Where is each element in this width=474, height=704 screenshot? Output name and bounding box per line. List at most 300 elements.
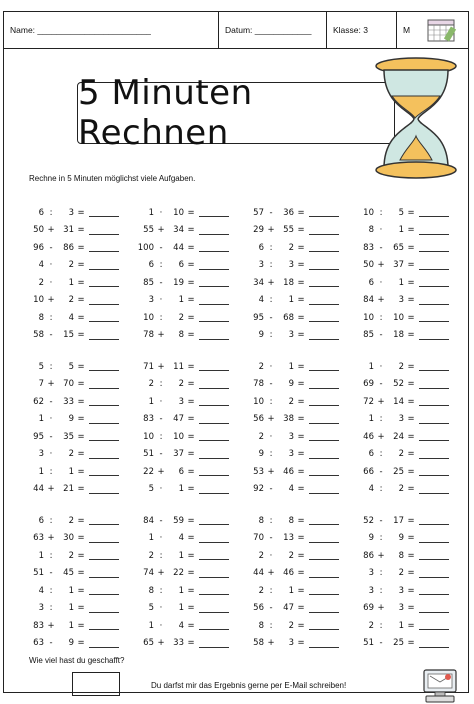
operand-right: 3: [178, 396, 184, 407]
answer-blank[interactable]: [199, 450, 229, 459]
answer-blank[interactable]: [309, 621, 339, 630]
task-item: [348, 393, 458, 411]
equals-sign: =: [187, 312, 195, 323]
operand-left: 10: [143, 431, 154, 442]
operand-right: 3: [288, 449, 294, 460]
answer-blank[interactable]: [419, 296, 449, 305]
operand-left: 6: [258, 242, 264, 253]
operand-left: 22: [143, 466, 154, 477]
answer-blank[interactable]: [89, 261, 119, 270]
operand-left: 58: [253, 638, 264, 649]
operator: +: [377, 260, 385, 271]
operator: ·: [159, 533, 163, 544]
operand-right: 2: [68, 515, 74, 526]
answer-blank[interactable]: [89, 485, 119, 494]
answer-blank[interactable]: [199, 639, 229, 648]
equals-sign: =: [297, 620, 305, 631]
answer-blank[interactable]: [309, 467, 339, 476]
operator: -: [49, 396, 53, 407]
operand-right: 1: [68, 466, 74, 477]
answer-blank[interactable]: [309, 296, 339, 305]
operator: +: [267, 568, 275, 579]
operand-left: 44: [253, 568, 264, 579]
operand-left: 29: [253, 225, 264, 236]
equals-sign: =: [187, 396, 195, 407]
operand-right: 9: [288, 379, 294, 390]
task-item: [18, 292, 128, 310]
equals-sign: =: [297, 431, 305, 442]
answer-blank[interactable]: [309, 415, 339, 424]
answer-blank[interactable]: [419, 621, 449, 630]
equals-sign: =: [187, 550, 195, 561]
operator: :: [49, 585, 53, 596]
equals-sign: =: [187, 330, 195, 341]
answer-blank[interactable]: [89, 639, 119, 648]
answer-blank[interactable]: [419, 226, 449, 235]
task-item: [18, 463, 128, 481]
operator: +: [47, 295, 55, 306]
answer-blank[interactable]: [199, 485, 229, 494]
answer-blank[interactable]: [309, 380, 339, 389]
operand-right: 25: [393, 466, 404, 477]
operator: +: [377, 550, 385, 561]
answer-blank[interactable]: [89, 397, 119, 406]
operand-left: 85: [143, 277, 154, 288]
answer-blank[interactable]: [419, 261, 449, 270]
result-question: Wie viel hast du geschafft?: [29, 656, 125, 665]
equals-sign: =: [407, 277, 415, 288]
answer-blank[interactable]: [89, 516, 119, 525]
answer-blank[interactable]: [419, 467, 449, 476]
operand-right: 2: [68, 260, 74, 271]
answer-blank[interactable]: [309, 208, 339, 217]
operator: :: [269, 330, 273, 341]
operand-right: 1: [398, 277, 404, 288]
equals-sign: =: [297, 379, 305, 390]
equals-sign: =: [77, 568, 85, 579]
answer-blank[interactable]: [89, 604, 119, 613]
operator: ·: [159, 207, 163, 218]
computer-email-icon: [418, 668, 462, 704]
answer-blank[interactable]: [419, 380, 449, 389]
equals-sign: =: [407, 396, 415, 407]
equals-sign: =: [77, 431, 85, 442]
task-item: [128, 463, 238, 481]
operand-left: 2: [368, 620, 374, 631]
task-item: [238, 257, 348, 275]
equals-sign: =: [297, 295, 305, 306]
task-item: [128, 547, 238, 565]
answer-blank[interactable]: [89, 296, 119, 305]
equals-sign: =: [77, 242, 85, 253]
equals-sign: =: [77, 379, 85, 390]
operand-left: 2: [258, 431, 264, 442]
equals-sign: =: [187, 568, 195, 579]
task-block: [18, 204, 458, 344]
answer-blank[interactable]: [89, 551, 119, 560]
answer-blank[interactable]: [199, 397, 229, 406]
operator: -: [269, 207, 273, 218]
task-item: [18, 204, 128, 222]
equals-sign: =: [77, 620, 85, 631]
answer-blank[interactable]: [309, 551, 339, 560]
operator: :: [379, 312, 383, 323]
class-label: Klasse: 3: [333, 25, 368, 35]
answer-blank[interactable]: [199, 551, 229, 560]
answer-blank[interactable]: [309, 450, 339, 459]
answer-blank[interactable]: [199, 621, 229, 630]
task-item: [238, 222, 348, 240]
answer-blank[interactable]: [199, 415, 229, 424]
task-item: [128, 327, 238, 345]
answer-blank[interactable]: [419, 534, 449, 543]
operator: ·: [269, 550, 273, 561]
answer-blank[interactable]: [309, 604, 339, 613]
operand-left: 84: [363, 295, 374, 306]
operator: +: [47, 620, 55, 631]
equals-sign: =: [77, 550, 85, 561]
answer-blank[interactable]: [89, 621, 119, 630]
operator: ·: [159, 295, 163, 306]
task-item: [238, 530, 348, 548]
instruction-text: Rechne in 5 Minuten möglichst viele Aufgaben.: [29, 174, 196, 183]
operand-right: 2: [398, 361, 404, 372]
operand-right: 10: [173, 431, 184, 442]
operand-right: 15: [63, 330, 74, 341]
date-field[interactable]: [219, 12, 327, 48]
operand-left: 95: [253, 312, 264, 323]
operand-right: 17: [393, 515, 404, 526]
task-item: [18, 411, 128, 429]
equals-sign: =: [297, 568, 305, 579]
operand-left: 1: [148, 533, 154, 544]
answer-blank[interactable]: [199, 362, 229, 371]
answer-blank[interactable]: [89, 450, 119, 459]
operand-left: 78: [143, 330, 154, 341]
task-item: [238, 292, 348, 310]
task-item: [128, 635, 238, 653]
answer-blank[interactable]: [419, 569, 449, 578]
equals-sign: =: [187, 515, 195, 526]
answer-blank[interactable]: [419, 208, 449, 217]
answer-blank[interactable]: [309, 534, 339, 543]
answer-blank[interactable]: [199, 586, 229, 595]
operand-right: 36: [283, 207, 294, 218]
operand-right: 1: [178, 295, 184, 306]
task-item: [18, 376, 128, 394]
task-item: [348, 617, 458, 635]
operand-left: 1: [148, 207, 154, 218]
answer-blank[interactable]: [419, 604, 449, 613]
task-item: [238, 635, 348, 653]
answer-blank[interactable]: [309, 432, 339, 441]
answer-blank[interactable]: [309, 243, 339, 252]
operator: -: [159, 242, 163, 253]
answer-blank[interactable]: [419, 485, 449, 494]
task-item: [348, 358, 458, 376]
operator: ·: [49, 260, 53, 271]
answer-blank[interactable]: [199, 380, 229, 389]
operand-left: 62: [33, 396, 44, 407]
answer-blank[interactable]: [89, 569, 119, 578]
equals-sign: =: [407, 330, 415, 341]
task-item: [18, 274, 128, 292]
operand-right: 1: [178, 585, 184, 596]
operand-right: 1: [288, 585, 294, 596]
operand-right: 2: [288, 396, 294, 407]
equals-sign: =: [407, 533, 415, 544]
answer-blank[interactable]: [89, 467, 119, 476]
answer-blank[interactable]: [89, 243, 119, 252]
operand-left: 74: [143, 568, 154, 579]
operand-right: 1: [288, 361, 294, 372]
task-item: [128, 393, 238, 411]
operand-left: 10: [363, 312, 374, 323]
operand-right: 4: [178, 620, 184, 631]
answer-blank[interactable]: [419, 331, 449, 340]
operand-right: 33: [63, 396, 74, 407]
equals-sign: =: [187, 449, 195, 460]
operand-left: 56: [253, 414, 264, 425]
operator: +: [267, 225, 275, 236]
equals-sign: =: [187, 242, 195, 253]
operand-left: 51: [33, 568, 44, 579]
task-item: [238, 428, 348, 446]
answer-blank[interactable]: [419, 551, 449, 560]
answer-blank[interactable]: [309, 569, 339, 578]
operand-right: 2: [398, 449, 404, 460]
answer-blank[interactable]: [199, 278, 229, 287]
task-block: [18, 512, 458, 652]
task-item: [128, 239, 238, 257]
answer-blank[interactable]: [199, 432, 229, 441]
operand-left: 2: [38, 277, 44, 288]
answer-blank[interactable]: [419, 450, 449, 459]
answer-blank[interactable]: [309, 639, 339, 648]
operand-right: 31: [63, 225, 74, 236]
operand-right: 1: [178, 484, 184, 495]
operand-right: 1: [398, 225, 404, 236]
answer-blank[interactable]: [89, 331, 119, 340]
answer-blank[interactable]: [199, 534, 229, 543]
operator: -: [269, 312, 273, 323]
answer-blank[interactable]: [199, 467, 229, 476]
operand-right: 59: [173, 515, 184, 526]
answer-blank[interactable]: [419, 516, 449, 525]
answer-blank[interactable]: [309, 586, 339, 595]
operator: +: [267, 277, 275, 288]
operand-right: 1: [68, 603, 74, 614]
answer-blank[interactable]: [89, 362, 119, 371]
task-grid: [18, 204, 458, 666]
task-item: [238, 274, 348, 292]
task-item: [238, 327, 348, 345]
answer-blank[interactable]: [199, 296, 229, 305]
equals-sign: =: [187, 431, 195, 442]
operator: :: [379, 414, 383, 425]
task-item: [238, 565, 348, 583]
operand-left: 6: [38, 207, 44, 218]
answer-blank[interactable]: [309, 516, 339, 525]
task-item: [348, 446, 458, 464]
operand-right: 1: [68, 585, 74, 596]
operand-left: 5: [148, 484, 154, 495]
operator: :: [159, 431, 163, 442]
answer-blank[interactable]: [89, 208, 119, 217]
answer-blank[interactable]: [309, 331, 339, 340]
answer-blank[interactable]: [199, 516, 229, 525]
operator: ·: [159, 396, 163, 407]
task-item: [348, 376, 458, 394]
answer-blank[interactable]: [199, 604, 229, 613]
operand-right: 2: [398, 484, 404, 495]
equals-sign: =: [297, 207, 305, 218]
answer-blank[interactable]: [89, 226, 119, 235]
operand-right: 21: [63, 484, 74, 495]
operator: +: [377, 603, 385, 614]
task-item: [238, 393, 348, 411]
equals-sign: =: [187, 585, 195, 596]
operator: -: [159, 414, 163, 425]
equals-sign: =: [407, 603, 415, 614]
operator: +: [377, 295, 385, 306]
task-item: [348, 309, 458, 327]
operator: -: [49, 638, 53, 649]
answer-blank[interactable]: [199, 313, 229, 322]
answer-blank[interactable]: [199, 226, 229, 235]
task-item: [238, 481, 348, 499]
operator: :: [269, 242, 273, 253]
name-label: Name: ________________________: [10, 25, 151, 35]
answer-blank[interactable]: [89, 432, 119, 441]
operand-left: 84: [143, 515, 154, 526]
answer-blank[interactable]: [309, 278, 339, 287]
equals-sign: =: [297, 533, 305, 544]
operand-left: 71: [143, 361, 154, 372]
operator: :: [49, 207, 53, 218]
operand-left: 50: [363, 260, 374, 271]
operand-right: 11: [173, 361, 184, 372]
answer-blank[interactable]: [309, 397, 339, 406]
answer-blank[interactable]: [419, 362, 449, 371]
equals-sign: =: [77, 277, 85, 288]
equals-sign: =: [297, 330, 305, 341]
operand-left: 86: [363, 550, 374, 561]
operand-right: 3: [68, 207, 74, 218]
task-item: [238, 411, 348, 429]
answer-blank[interactable]: [89, 586, 119, 595]
answer-blank[interactable]: [199, 261, 229, 270]
operator: -: [159, 449, 163, 460]
operator: :: [159, 585, 163, 596]
answer-blank[interactable]: [309, 313, 339, 322]
answer-blank[interactable]: [199, 331, 229, 340]
operand-left: 51: [143, 449, 154, 460]
operator: -: [379, 638, 383, 649]
operator: :: [159, 550, 163, 561]
operand-left: 66: [363, 466, 374, 477]
answer-blank[interactable]: [199, 208, 229, 217]
operator: +: [377, 396, 385, 407]
task-item: [348, 292, 458, 310]
answer-blank[interactable]: [419, 639, 449, 648]
task-item: [128, 617, 238, 635]
operator: :: [49, 466, 53, 477]
operator: +: [157, 638, 165, 649]
operand-right: 2: [288, 620, 294, 631]
task-item: [128, 582, 238, 600]
operand-left: 70: [253, 533, 264, 544]
operand-right: 3: [398, 585, 404, 596]
task-item: [238, 309, 348, 327]
task-item: [348, 463, 458, 481]
subject-field: [397, 12, 467, 48]
answer-blank[interactable]: [89, 380, 119, 389]
operand-left: 2: [148, 379, 154, 390]
answer-blank[interactable]: [419, 432, 449, 441]
answer-blank[interactable]: [419, 586, 449, 595]
answer-blank[interactable]: [419, 397, 449, 406]
answer-blank[interactable]: [309, 485, 339, 494]
operator: +: [267, 414, 275, 425]
result-box[interactable]: [72, 672, 120, 696]
calendar-icon: [427, 17, 457, 43]
equals-sign: =: [187, 277, 195, 288]
answer-blank[interactable]: [89, 278, 119, 287]
equals-sign: =: [407, 484, 415, 495]
operand-left: 69: [363, 379, 374, 390]
equals-sign: =: [407, 207, 415, 218]
operator: :: [379, 585, 383, 596]
operand-left: 34: [253, 277, 264, 288]
answer-blank[interactable]: [419, 243, 449, 252]
answer-blank[interactable]: [419, 313, 449, 322]
task-item: [18, 358, 128, 376]
task-item: [238, 547, 348, 565]
operand-right: 5: [68, 361, 74, 372]
name-field[interactable]: [4, 12, 219, 48]
task-item: [18, 239, 128, 257]
answer-blank[interactable]: [199, 569, 229, 578]
equals-sign: =: [297, 225, 305, 236]
email-note: Du darfst mir das Ergebnis gerne per E-Mail schreiben!: [151, 681, 347, 690]
answer-blank[interactable]: [199, 243, 229, 252]
operand-right: 30: [63, 533, 74, 544]
equals-sign: =: [187, 361, 195, 372]
operand-left: 8: [148, 585, 154, 596]
answer-blank[interactable]: [309, 362, 339, 371]
answer-blank[interactable]: [309, 226, 339, 235]
answer-blank[interactable]: [419, 415, 449, 424]
task-item: [18, 309, 128, 327]
operand-left: 7: [38, 379, 44, 390]
answer-blank[interactable]: [419, 278, 449, 287]
answer-blank[interactable]: [89, 415, 119, 424]
operand-left: 51: [363, 638, 374, 649]
answer-blank[interactable]: [89, 313, 119, 322]
equals-sign: =: [187, 207, 195, 218]
operand-right: 10: [393, 312, 404, 323]
answer-blank[interactable]: [309, 261, 339, 270]
operand-right: 1: [178, 603, 184, 614]
answer-blank[interactable]: [89, 534, 119, 543]
operand-left: 6: [38, 515, 44, 526]
operator: ·: [159, 620, 163, 631]
task-item: [128, 530, 238, 548]
operand-right: 8: [398, 550, 404, 561]
operand-left: 3: [148, 295, 154, 306]
equals-sign: =: [187, 638, 195, 649]
